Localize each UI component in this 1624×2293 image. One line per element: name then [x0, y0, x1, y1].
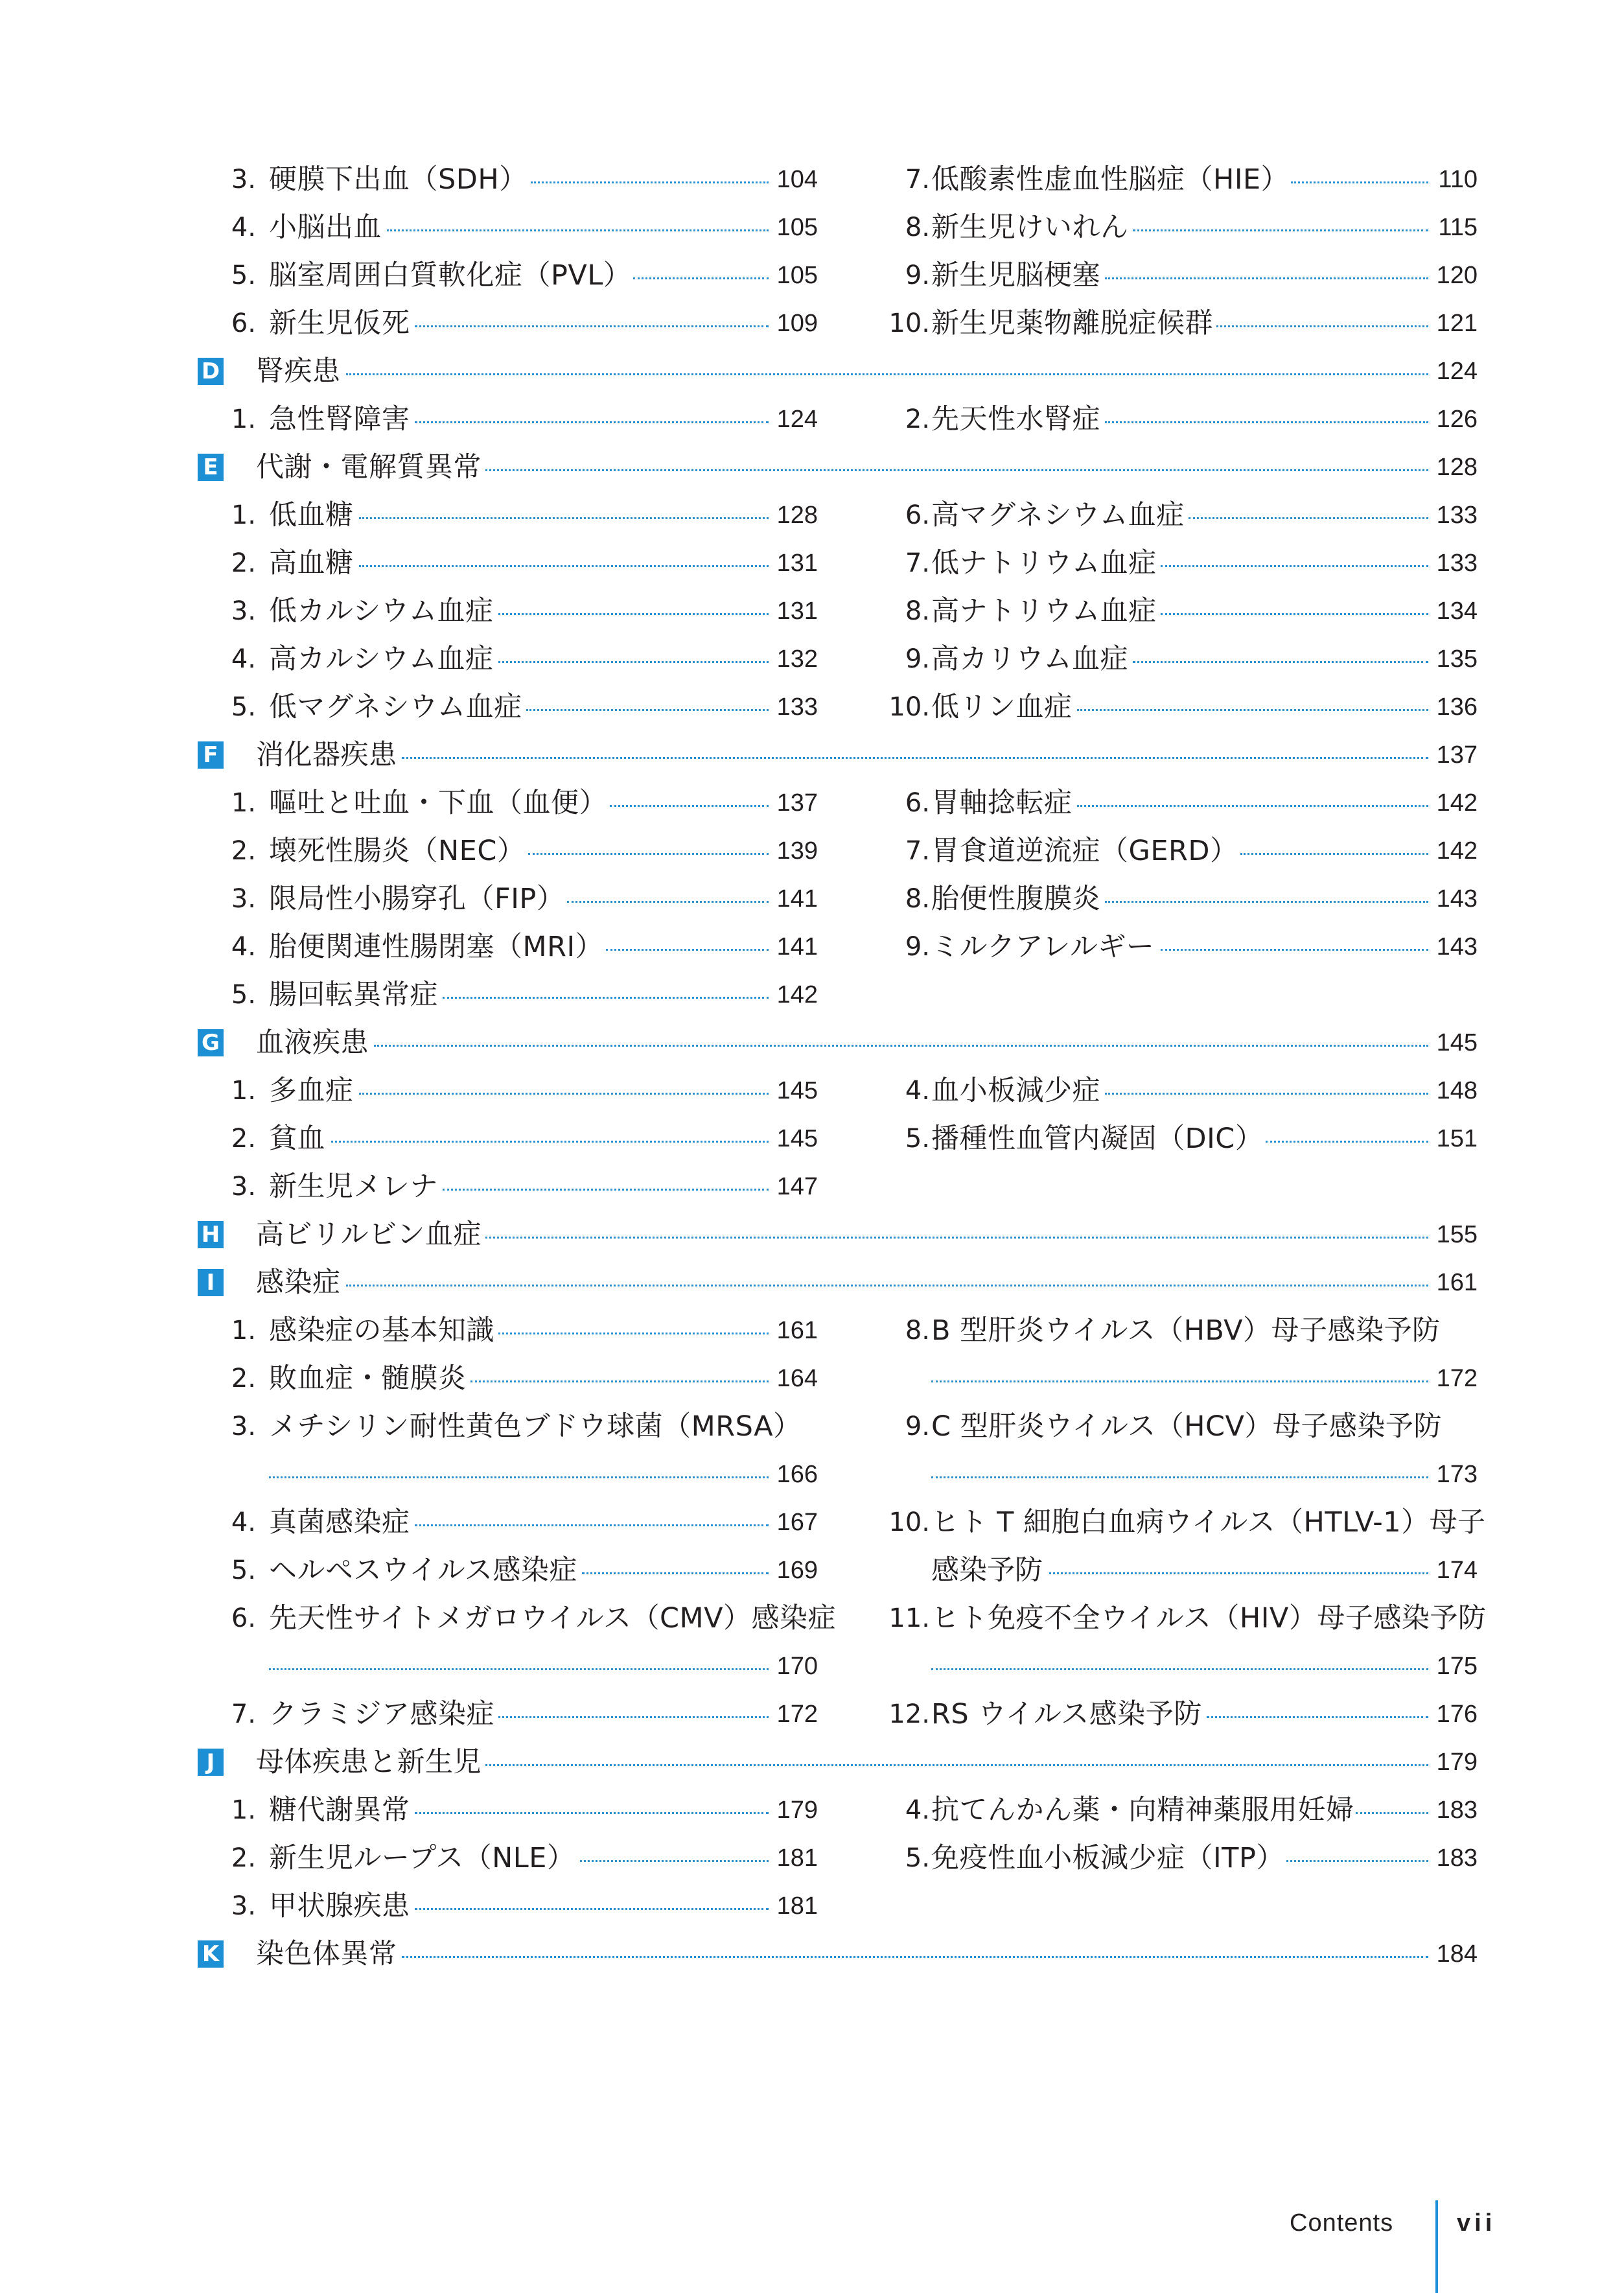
toc-item-row[interactable]: [0, 1355, 1624, 1403]
dot-leader: [582, 1572, 769, 1574]
toc-item-row[interactable]: [0, 1786, 1624, 1834]
toc-item-title: 敗血症・髄膜炎: [269, 1362, 467, 1395]
toc-item-number: 4.: [231, 644, 256, 674]
dot-leader: [402, 1956, 1428, 1958]
section-letter-badge: G: [198, 1029, 224, 1056]
toc-item-row[interactable]: [0, 1163, 1624, 1211]
toc-item-title: 高ナトリウム血症: [931, 595, 1157, 627]
toc-item-row[interactable]: [0, 1067, 1624, 1115]
toc-page-number: 181: [776, 1892, 818, 1920]
toc-page-number: 128: [776, 502, 818, 529]
toc-item-number: 9.: [905, 261, 930, 290]
toc-item-row[interactable]: [0, 1882, 1624, 1930]
toc-item-title: 新生児薬物離脱症候群: [931, 307, 1213, 340]
toc-item-number: 1.: [231, 500, 256, 530]
dot-leader: [1077, 709, 1428, 711]
toc-page-number: 181: [776, 1845, 818, 1872]
toc-item-title: 高カリウム血症: [931, 643, 1129, 675]
toc-item-row[interactable]: [0, 875, 1624, 923]
dot-leader: [1266, 1141, 1428, 1143]
toc-item-number: 1.: [231, 1795, 256, 1825]
toc-item-row[interactable]: [0, 827, 1624, 875]
toc-page-number: 136: [1436, 693, 1478, 721]
toc-item-number: 4.: [231, 213, 256, 242]
toc-item-number: 3.: [231, 1172, 256, 1202]
toc-page-number: 164: [776, 1365, 818, 1392]
toc-page-number: 179: [1436, 1749, 1478, 1776]
toc-page-number: 161: [1436, 1269, 1478, 1296]
toc-item-number: 8.: [905, 884, 930, 914]
toc-item-title: クラミジア感染症: [269, 1698, 494, 1730]
section-letter-badge: H: [198, 1221, 224, 1248]
toc-item-title: メチシリン耐性黄色ブドウ球菌（MRSA）: [269, 1410, 802, 1443]
toc-page-number: 145: [776, 1125, 818, 1152]
toc-item-title: 小脳出血: [269, 211, 382, 244]
toc-page-number: 133: [776, 693, 818, 721]
toc-item-row[interactable]: [0, 1834, 1624, 1882]
toc-item-number: 8.: [905, 1316, 930, 1345]
toc-page-number: 128: [1436, 454, 1478, 481]
toc-item-number: 5.: [905, 1843, 930, 1873]
toc-item-row[interactable]: [0, 971, 1624, 1019]
toc-item-row[interactable]: [0, 156, 1624, 204]
toc-item-number: 12.: [888, 1699, 930, 1729]
toc-page-number: 161: [776, 1317, 818, 1344]
toc-page-number: 110: [1438, 166, 1478, 193]
toc-item-number: 6.: [905, 500, 930, 530]
toc-item-title: 先天性水腎症: [931, 403, 1100, 436]
toc-item-number: 2.: [231, 1364, 256, 1393]
dot-leader: [1291, 181, 1428, 183]
dot-leader: [1133, 661, 1428, 663]
toc-item-number: 7.: [905, 165, 930, 194]
dot-leader: [1189, 517, 1428, 519]
toc-item-title: 高カルシウム血症: [269, 643, 494, 675]
dot-leader: [931, 1476, 1428, 1478]
dot-leader: [1207, 1716, 1428, 1718]
toc-page-number: 133: [1436, 550, 1478, 577]
toc-page-number: 145: [1436, 1029, 1478, 1056]
toc-item-row[interactable]: [0, 251, 1624, 299]
toc-page-number: 172: [776, 1701, 818, 1728]
toc-page-number: 155: [1436, 1221, 1478, 1248]
toc-item-number: 2.: [231, 1124, 256, 1154]
toc-item-row[interactable]: [0, 204, 1624, 251]
dot-leader: [346, 373, 1428, 375]
toc-item-title: 低酸素性虚血性脳症（HIE）: [931, 163, 1290, 196]
toc-item-number: 1.: [231, 1076, 256, 1106]
toc-section-row[interactable]: [0, 1019, 1624, 1067]
toc-item-title: 免疫性血小板減少症（ITP）: [931, 1842, 1284, 1874]
toc-page-number: 142: [776, 981, 818, 1008]
dot-leader: [374, 1045, 1428, 1047]
toc-page-number: 184: [1436, 1940, 1478, 1968]
toc-section-row[interactable]: [0, 347, 1624, 395]
section-letter-badge: K: [198, 1940, 224, 1968]
dot-leader: [485, 1764, 1428, 1766]
toc-item-row[interactable]: [0, 779, 1624, 827]
toc-section-title: 血液疾患: [256, 1027, 369, 1059]
dot-leader: [485, 1237, 1428, 1239]
toc-item-number: 4.: [231, 1507, 256, 1537]
toc-item-title: 高マグネシウム血症: [931, 499, 1185, 531]
dot-leader: [443, 1189, 769, 1191]
toc-item-title: 甲状腺疾患: [269, 1890, 410, 1922]
toc-page-number: 176: [1436, 1701, 1478, 1728]
toc-item-number: 6.: [231, 1603, 256, 1633]
dot-leader: [1105, 901, 1428, 903]
toc-item-title: B 型肝炎ウイルス（HBV）母子感染予防: [931, 1314, 1441, 1347]
toc-page-number: 104: [776, 166, 818, 193]
dot-leader: [1356, 1812, 1428, 1814]
toc-item-number: 6.: [231, 308, 256, 338]
toc-item-title: 脳室周囲白質軟化症（PVL）: [269, 259, 632, 292]
toc-item-title: 貧血: [269, 1123, 325, 1155]
toc-item-number: 10.: [888, 308, 930, 338]
toc-page-number: 131: [776, 550, 818, 577]
toc-item-title: 嘔吐と吐血・下血（血便）: [269, 787, 607, 819]
toc-item-title: 新生児仮死: [269, 307, 410, 340]
toc-item-title: 胃軸捻転症: [931, 787, 1073, 819]
toc-item-title: 多血症: [269, 1075, 354, 1107]
toc-page-number: 120: [1436, 262, 1478, 289]
toc-page-number: 172: [1436, 1365, 1478, 1392]
toc-page-number: 143: [1436, 885, 1478, 913]
toc-item-title: 低マグネシウム血症: [269, 691, 522, 723]
dot-leader: [1161, 565, 1428, 567]
toc-item-row[interactable]: [0, 587, 1624, 635]
toc-item-number: 3.: [231, 596, 256, 626]
dot-leader: [470, 1380, 769, 1382]
toc-item-title: 感染症の基本知識: [269, 1314, 494, 1347]
dot-leader: [1077, 805, 1428, 807]
section-letter-badge: F: [198, 741, 224, 769]
toc-item-row[interactable]: [0, 1115, 1624, 1163]
toc-item-number: 1.: [231, 788, 256, 818]
toc-item-title: 限局性小腸穿孔（FIP）: [269, 883, 565, 915]
toc-item-title: ヘルペスウイルス感染症: [269, 1554, 577, 1587]
toc-page-number: 124: [776, 406, 818, 433]
toc-page-number: 183: [1436, 1845, 1478, 1872]
running-footer-label: Contents: [1290, 2209, 1394, 2237]
toc-item-number: 2.: [231, 836, 256, 866]
dot-leader: [1133, 229, 1428, 231]
toc-item-row[interactable]: [0, 1690, 1624, 1738]
toc-item-title: 腸回転異常症: [269, 979, 438, 1011]
toc-item-row[interactable]: [0, 923, 1624, 971]
toc-section-row[interactable]: [0, 1738, 1624, 1786]
toc-page-number: 142: [1436, 837, 1478, 865]
toc-item-row[interactable]: [0, 539, 1624, 587]
toc-page-number: 126: [1436, 406, 1478, 433]
toc-section-title: 代謝・電解質異常: [256, 451, 481, 483]
toc-section-title: 高ビリルビン血症: [256, 1218, 481, 1251]
toc-item-title: 糖代謝異常: [269, 1794, 410, 1826]
toc-item-title: 先天性サイトメガロウイルス（CMV）感染症: [269, 1602, 837, 1635]
toc-item-number: 5.: [231, 1555, 256, 1585]
toc-item-title: 胎便性腹膜炎: [931, 883, 1100, 915]
dot-leader: [1105, 1093, 1428, 1095]
toc-item-number: 7.: [231, 1699, 256, 1729]
toc-item-number: 5.: [231, 980, 256, 1010]
dot-leader: [346, 1285, 1428, 1286]
toc-page-number: 115: [1438, 214, 1478, 241]
dot-leader: [1161, 613, 1428, 615]
toc-item-title: 真菌感染症: [269, 1506, 410, 1539]
dot-leader: [1105, 277, 1428, 279]
toc-page-number: 121: [1436, 310, 1478, 337]
toc-page-number: 131: [776, 598, 818, 625]
toc-item-row[interactable]: [0, 635, 1624, 683]
section-letter-badge: D: [198, 358, 224, 385]
toc-page-number: 133: [1436, 502, 1478, 529]
dot-leader: [415, 1908, 769, 1910]
dot-leader: [269, 1668, 769, 1670]
dot-leader: [485, 469, 1428, 471]
toc-item-number: 2.: [905, 404, 930, 434]
toc-item-number: 5.: [231, 261, 256, 290]
toc-page-number: 105: [776, 262, 818, 289]
toc-item-title: C 型肝炎ウイルス（HCV）母子感染予防: [931, 1410, 1442, 1443]
toc-section-row[interactable]: [0, 731, 1624, 779]
toc-item-number: 11.: [888, 1603, 930, 1633]
toc-section-row[interactable]: [0, 1211, 1624, 1259]
toc-item-number: 4.: [905, 1795, 930, 1825]
toc-item-title: 急性腎障害: [269, 403, 410, 436]
toc-item-number: 8.: [905, 213, 930, 242]
toc-page-number: 179: [776, 1797, 818, 1824]
toc-section-title: 母体疾患と新生児: [256, 1746, 481, 1778]
toc-item-number: 5.: [905, 1124, 930, 1154]
dot-leader: [1216, 325, 1428, 327]
toc-item-number: 2.: [231, 548, 256, 578]
toc-item-number: 1.: [231, 404, 256, 434]
toc-item-number: 4.: [905, 1076, 930, 1106]
toc-item-number: 3.: [231, 1891, 256, 1921]
footer-divider: [1435, 2200, 1438, 2293]
toc-item-title: 硬膜下出血（SDH）: [269, 163, 528, 196]
dot-leader: [402, 757, 1428, 759]
toc-item-row[interactable]: [0, 299, 1624, 347]
dot-leader: [1105, 421, 1428, 423]
toc-item-title: 低ナトリウム血症: [931, 547, 1157, 579]
toc-page-number: 147: [776, 1173, 818, 1200]
dot-leader: [1161, 949, 1428, 951]
toc-page-number: 143: [1436, 933, 1478, 960]
toc-item-title: RS ウイルス感染予防: [931, 1698, 1202, 1730]
toc-page-number: 141: [776, 933, 818, 960]
toc-item-row[interactable]: [0, 1546, 1624, 1594]
toc-item-number: 3.: [231, 165, 256, 194]
toc-section-row[interactable]: [0, 443, 1624, 491]
section-letter-badge: E: [198, 454, 224, 481]
toc-item-title: 胃食道逆流症（GERD）: [931, 835, 1238, 867]
toc-item-title: 低リン血症: [931, 691, 1073, 723]
toc-page-number: 167: [776, 1509, 818, 1536]
toc-item-title: ヒト T 細胞白血病ウイルス（HTLV-1）母子: [931, 1506, 1486, 1539]
toc-page-number: 132: [776, 646, 818, 673]
toc-page-number: 151: [1436, 1125, 1478, 1152]
dot-leader: [443, 997, 769, 999]
toc-item-number: 5.: [231, 692, 256, 722]
page-number: vii: [1457, 2209, 1496, 2237]
toc-item-number: 1.: [231, 1316, 256, 1345]
toc-item-number: 8.: [905, 596, 930, 626]
toc-item-title: 新生児メレナ: [269, 1170, 438, 1203]
toc-item-title: 低カルシウム血症: [269, 595, 494, 627]
toc-page-number: 134: [1436, 598, 1478, 625]
toc-page-number: 166: [776, 1461, 818, 1488]
toc-page-number: 174: [1436, 1557, 1478, 1584]
toc-item-title: 新生児けいれん: [931, 211, 1129, 244]
toc-section-title: 腎疾患: [256, 355, 341, 388]
toc-page-number: 139: [776, 837, 818, 865]
dot-leader: [931, 1668, 1428, 1670]
toc-section-title: 消化器疾患: [256, 739, 397, 771]
toc-page-number: 105: [776, 214, 818, 241]
toc-item-number: 10.: [888, 692, 930, 722]
toc-item-number: 3.: [231, 884, 256, 914]
toc-page-number: 175: [1436, 1653, 1478, 1680]
toc-item-number: 9.: [905, 932, 930, 962]
toc-item-number: 3.: [231, 1412, 256, 1441]
toc-page-number: 124: [1436, 358, 1478, 385]
toc-item-number: 2.: [231, 1843, 256, 1873]
toc-item-title: 壊死性腸炎（NEC）: [269, 835, 526, 867]
toc-item-title: 血小板減少症: [931, 1075, 1100, 1107]
toc-item-title: 新生児ループス（NLE）: [269, 1842, 575, 1874]
toc-item-number: 10.: [888, 1507, 930, 1537]
toc-page-number: 173: [1436, 1461, 1478, 1488]
toc-item-title: 抗てんかん薬・向精神薬服用妊婦: [931, 1794, 1354, 1826]
dot-leader: [1286, 1860, 1428, 1862]
toc-item-number: 7.: [905, 548, 930, 578]
toc-item-row[interactable]: [0, 395, 1624, 443]
toc-page-number: 137: [776, 789, 818, 817]
toc-page-number: 135: [1436, 646, 1478, 673]
toc-page-number: 145: [776, 1077, 818, 1104]
toc-item-row[interactable]: [0, 683, 1624, 731]
toc-item-number: 7.: [905, 836, 930, 866]
dot-leader: [269, 1476, 769, 1478]
toc-page-number: 109: [776, 310, 818, 337]
dot-leader: [931, 1380, 1428, 1382]
toc-item-number: 9.: [905, 1412, 930, 1441]
toc-section-row[interactable]: [0, 1930, 1624, 1978]
toc-page-number: 148: [1436, 1077, 1478, 1104]
toc-section-title: 染色体異常: [256, 1938, 397, 1970]
toc-item-number: 9.: [905, 644, 930, 674]
dot-leader: [1049, 1572, 1428, 1574]
toc-section-row[interactable]: [0, 1259, 1624, 1307]
section-letter-badge: I: [198, 1269, 224, 1296]
dot-leader: [1240, 853, 1428, 855]
toc-item-number: 6.: [905, 788, 930, 818]
toc-item-title: 胎便関連性腸閉塞（MRI）: [269, 931, 604, 963]
section-letter-badge: J: [198, 1749, 224, 1776]
toc-page-number: 137: [1436, 741, 1478, 769]
toc-page-number: 183: [1436, 1797, 1478, 1824]
toc-section-title: 感染症: [256, 1266, 341, 1299]
toc-item-title: 低血糖: [269, 499, 354, 531]
toc-item-title-continued: 感染予防: [931, 1554, 1043, 1587]
toc-page-number: 170: [776, 1653, 818, 1680]
toc-page-number: 142: [1436, 789, 1478, 817]
toc-page-number: 169: [776, 1557, 818, 1584]
toc-item-row[interactable]: [0, 491, 1624, 539]
toc-item-title: 新生児脳梗塞: [931, 259, 1100, 292]
toc-item-title: ミルクアレルギー: [931, 931, 1155, 963]
toc-page-number: 141: [776, 885, 818, 913]
toc-item-title: 播種性血管内凝固（DIC）: [931, 1123, 1264, 1155]
toc-item-title: ヒト免疫不全ウイルス（HIV）母子感染予防: [931, 1602, 1487, 1635]
toc-item-number: 4.: [231, 932, 256, 962]
toc-item-title: 高血糖: [269, 547, 354, 579]
